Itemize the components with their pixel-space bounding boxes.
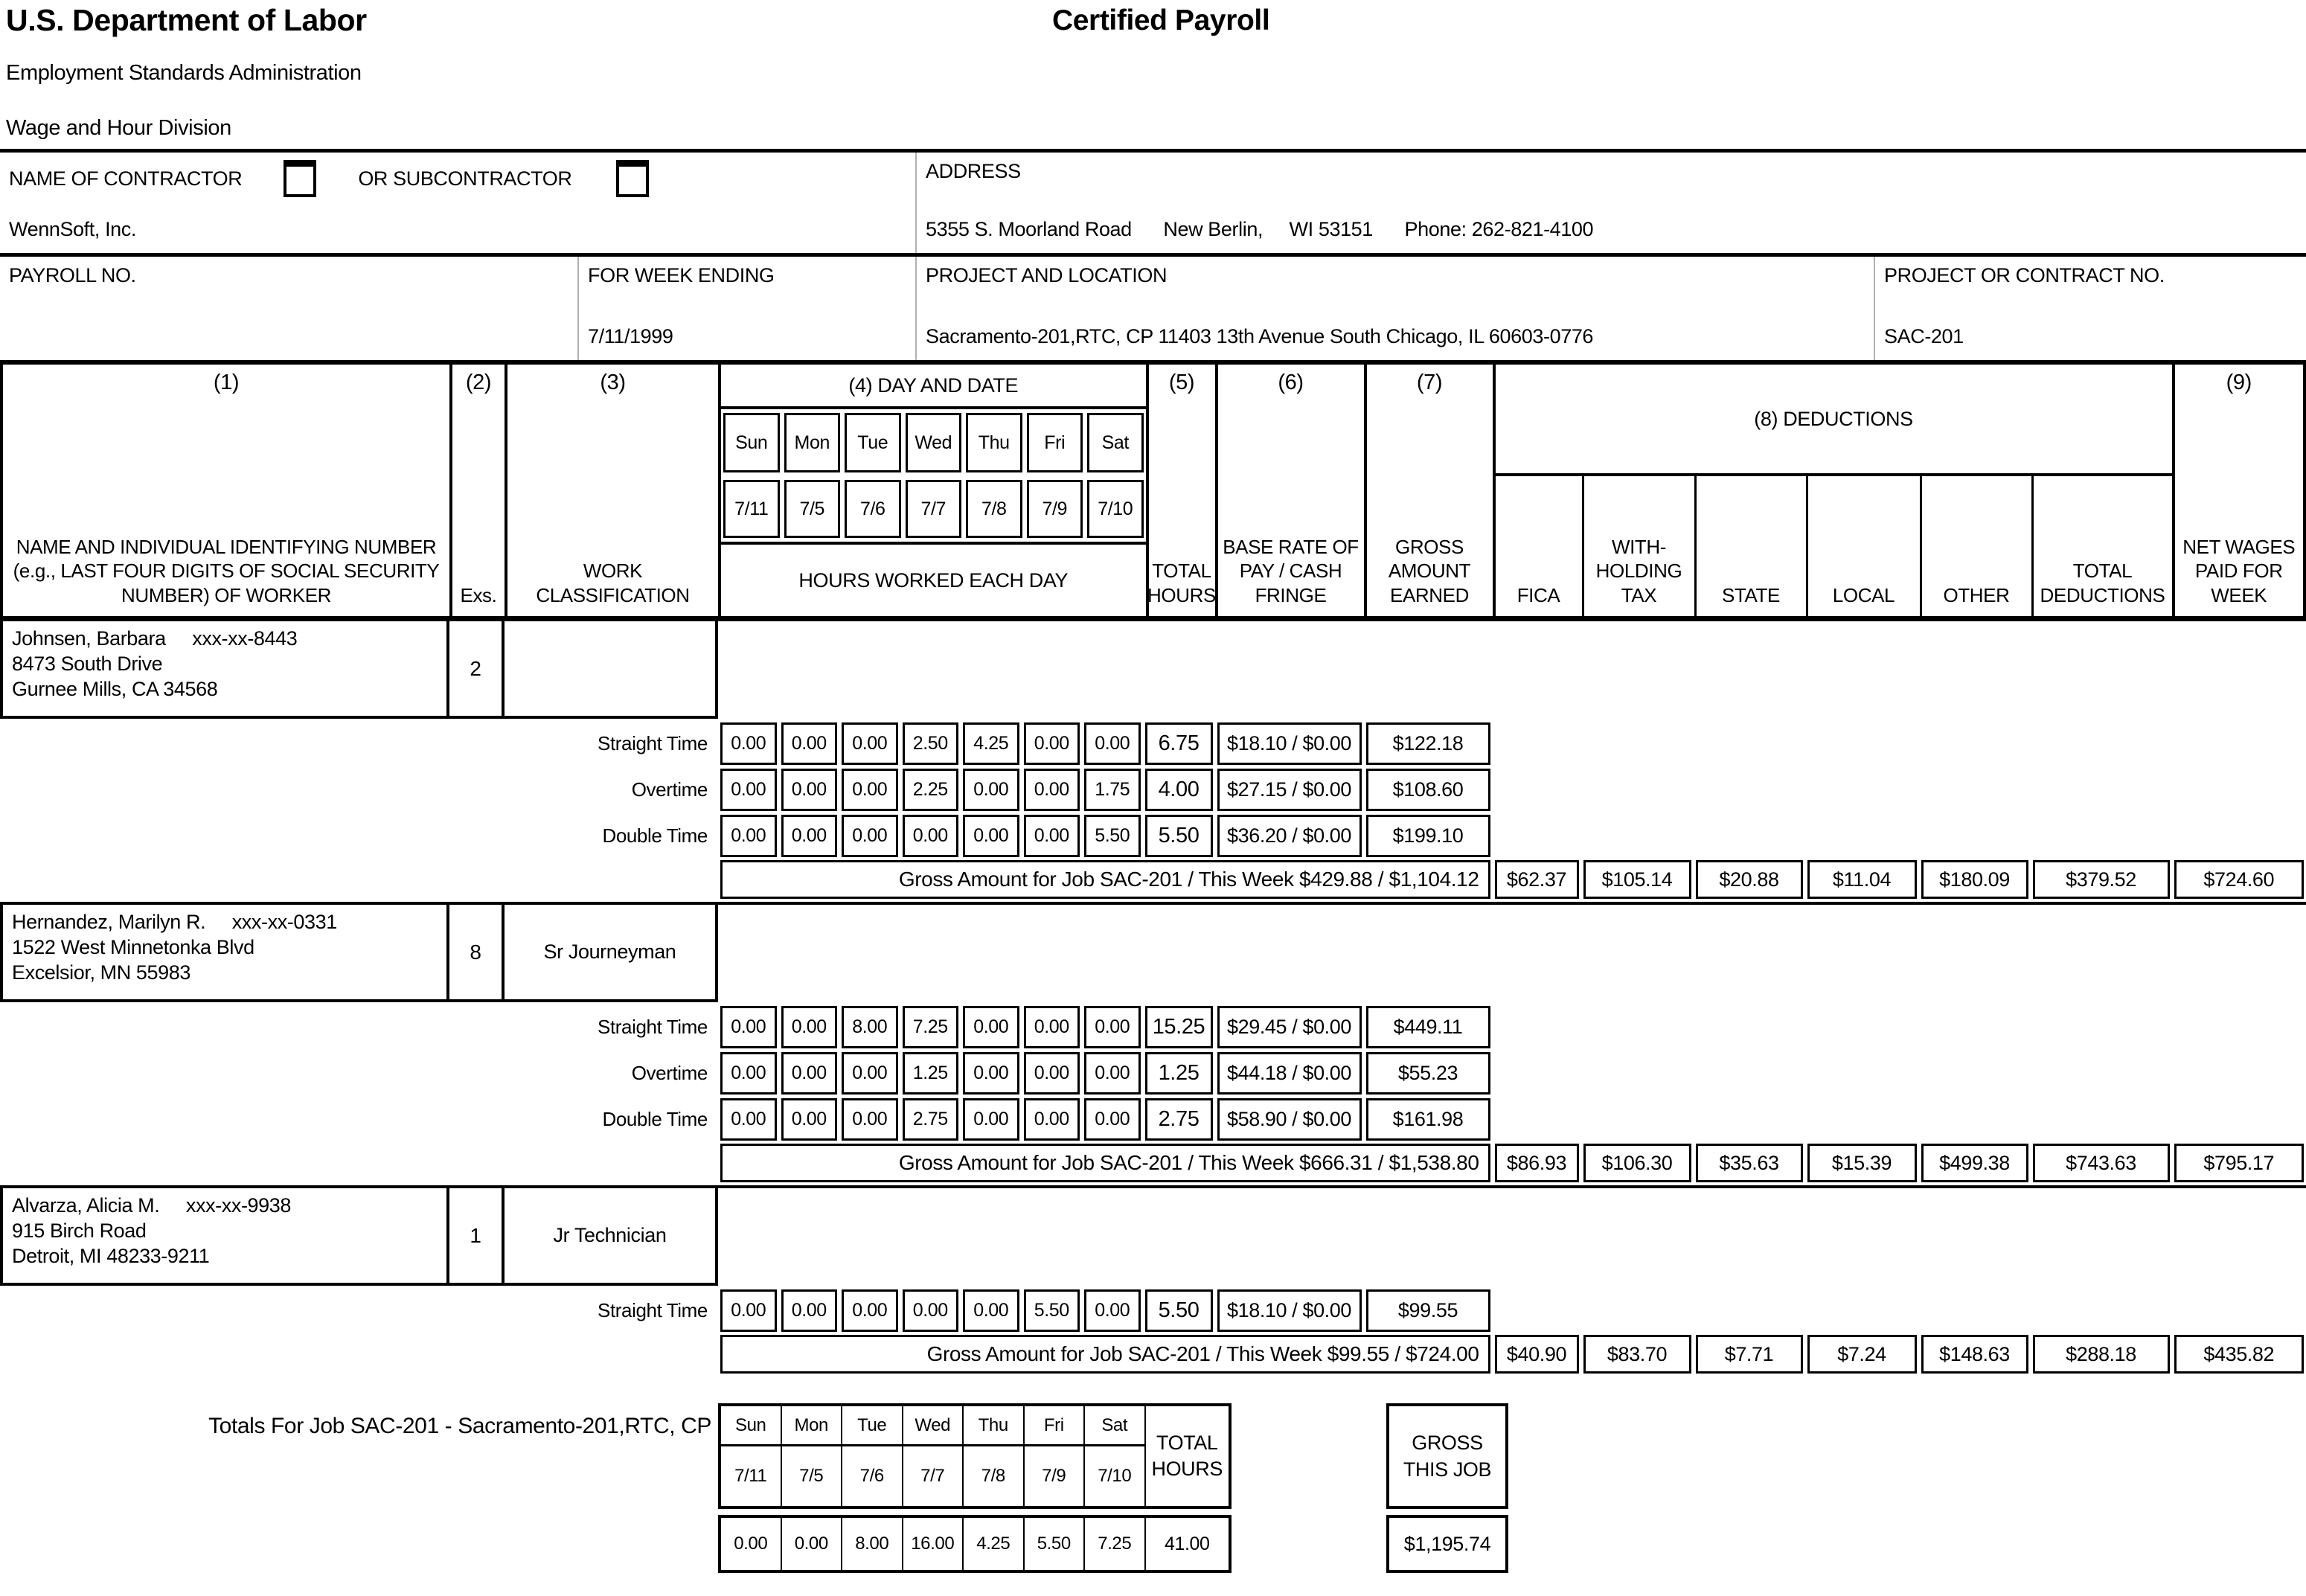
- worker-address-line1: 915 Birch Road: [12, 1220, 147, 1242]
- totals-day-wed: Wed: [903, 1406, 964, 1446]
- total-deductions-header: TOTAL DEDUCTIONS: [2034, 476, 2175, 616]
- col-exs-header: [452, 365, 507, 616]
- date-header-wed: 7/7: [906, 480, 962, 538]
- totals-day-tue: Tue: [842, 1406, 903, 1446]
- agency-title: U.S. Department of Labor: [6, 3, 367, 37]
- totals-hours-sun: 0.00: [721, 1518, 782, 1570]
- pay-type-label: Overtime: [631, 778, 708, 801]
- job-totals-values: [718, 1515, 1232, 1573]
- pay-type-label: Overtime: [631, 1062, 708, 1084]
- hours-cell-wed: 0.00: [903, 815, 959, 857]
- hours-cell-sat: 0.00: [1084, 1052, 1141, 1095]
- worker-name-address: [0, 1188, 449, 1286]
- total-deductions-cell: $743.63: [2033, 1144, 2170, 1182]
- worker-classification: [505, 621, 718, 719]
- worker-name: Alvarza, Alicia M. xxx-xx-9938: [12, 1194, 292, 1217]
- gross-earned-cell: $99.55: [1366, 1289, 1490, 1332]
- gross-summary-cell: Gross Amount for Job SAC-201 / This Week $99.55 / $724.00: [720, 1335, 1490, 1374]
- hours-cell-sat: 0.00: [1084, 1098, 1141, 1141]
- hours-cell-mon: 0.00: [781, 722, 838, 765]
- state-cell: $7.71: [1696, 1335, 1803, 1374]
- base-rate-cell: $18.10 / $0.00: [1217, 722, 1362, 765]
- local-header: LOCAL: [1808, 476, 1922, 616]
- totals-hours-fri: 5.50: [1025, 1518, 1086, 1570]
- hours-cell-thu: 0.00: [963, 769, 1019, 811]
- local-cell: $15.39: [1807, 1144, 1917, 1182]
- day-header-fri: Fri: [1027, 413, 1083, 472]
- contract-no-value: SAC-201: [1884, 325, 1964, 347]
- contractor-checkbox[interactable]: [284, 160, 316, 197]
- agency-subtitle-1: Employment Standards Administration: [6, 61, 362, 85]
- base-rate-cell: $18.10 / $0.00: [1217, 1289, 1362, 1332]
- hours-cell-tue: 0.00: [842, 769, 898, 811]
- totals-day-fri: Fri: [1025, 1406, 1086, 1446]
- fica-header: FICA: [1496, 476, 1584, 616]
- date-header-fri: 7/9: [1027, 480, 1083, 538]
- hours-cell-tue: 0.00: [842, 815, 898, 857]
- hours-cell-fri: 0.00: [1024, 1006, 1080, 1048]
- total-hours-cell: 5.50: [1145, 815, 1213, 857]
- gross-earned-cell: $161.98: [1366, 1098, 1490, 1141]
- net-wages-cell: $724.60: [2174, 860, 2305, 899]
- withholding-cell: $83.70: [1583, 1335, 1691, 1374]
- gross-earned-cell: $449.11: [1366, 1006, 1490, 1048]
- contractor-label-row: [9, 160, 906, 197]
- gross-summary-row: [0, 1144, 2306, 1182]
- payroll-no-cell: [0, 257, 579, 360]
- total-hours-cell: 4.00: [1145, 769, 1213, 811]
- date-header-sat: 7/10: [1087, 480, 1144, 538]
- total-hours-cell: 5.50: [1145, 1289, 1213, 1332]
- totals-date-tue: 7/6: [842, 1446, 903, 1506]
- pay-type-label: Straight Time: [598, 1016, 708, 1038]
- col1-label: NAME AND INDIVIDUAL IDENTIFYING NUMBER (e.g., LAST FOUR DIGITS OF SOCIAL SECURITY NUMBER) OF WORKER: [13, 535, 440, 606]
- worker-address-line2: Gurnee Mills, CA 34568: [12, 678, 218, 700]
- base-rate-cell: $58.90 / $0.00: [1217, 1098, 1362, 1141]
- col6-number: (6): [1278, 371, 1304, 394]
- job-totals-section: [0, 1403, 2306, 1582]
- col5-label: TOTAL HOURS: [1147, 560, 1216, 606]
- other-cell: $499.38: [1921, 1144, 2028, 1182]
- hours-cell-mon: 0.00: [781, 815, 838, 857]
- hours-cell-tue: 0.00: [842, 1289, 898, 1332]
- deductions-header: (8) DEDUCTIONS: [1496, 365, 2175, 476]
- week-ending-value: 7/11/1999: [588, 325, 673, 347]
- payroll-project-row: [0, 257, 2306, 360]
- gross-this-job: [1386, 1403, 1508, 1573]
- contractor-address-row: [0, 153, 2306, 257]
- hours-cell-mon: 0.00: [781, 769, 838, 811]
- col3-label: WORK CLASSIFICATION: [536, 560, 690, 606]
- hours-cell-tue: 8.00: [842, 1006, 898, 1048]
- fica-cell: $62.37: [1495, 860, 1579, 899]
- gross-summary-row: [0, 860, 2306, 899]
- other-header: OTHER: [1922, 476, 2034, 616]
- hours-cell-sat: 0.00: [1084, 1006, 1141, 1048]
- col1-number: (1): [213, 371, 240, 394]
- pay-row-double-time: [0, 815, 2306, 857]
- hours-cell-sun: 0.00: [720, 1289, 777, 1332]
- contract-no-cell: [1875, 257, 2306, 360]
- worker-info-row: [0, 1185, 2306, 1286]
- col-gross-header: [1367, 365, 1496, 616]
- totals-date-sat: 7/10: [1085, 1446, 1146, 1506]
- date-header-thu: 7/8: [966, 480, 1022, 538]
- totals-hours-tue: 8.00: [842, 1518, 903, 1570]
- worker-address-line1: 8473 South Drive: [12, 653, 163, 675]
- base-rate-cell: $29.45 / $0.00: [1217, 1006, 1362, 1048]
- totals-date-wed: 7/7: [903, 1446, 964, 1506]
- total-deductions-cell: $288.18: [2033, 1335, 2170, 1374]
- local-cell: $11.04: [1807, 860, 1917, 899]
- pay-row-overtime: [0, 769, 2306, 811]
- week-ending-label: FOR WEEK ENDING: [588, 264, 775, 286]
- withholding-header: WITH-HOLDING TAX: [1584, 476, 1697, 616]
- day-header-thu: Thu: [966, 413, 1022, 472]
- withholding-cell: $105.14: [1583, 860, 1691, 899]
- totals-day-mon: Mon: [782, 1406, 843, 1446]
- pay-row-straight-time: [0, 1289, 2306, 1332]
- day-header-mon: Mon: [784, 413, 841, 472]
- date-header-mon: 7/5: [784, 480, 841, 538]
- col-net-wages-header: [2175, 365, 2304, 616]
- col2-number: (2): [465, 371, 492, 394]
- totals-total-hours-header: TOTAL HOURS: [1151, 1431, 1223, 1480]
- day-header-tue: Tue: [845, 413, 901, 472]
- col7-number: (7): [1416, 371, 1443, 394]
- payroll-table-header: [0, 360, 2306, 618]
- hours-cell-sat: 0.00: [1084, 1289, 1141, 1332]
- hours-cell-wed: 0.00: [903, 1289, 959, 1332]
- base-rate-cell: $44.18 / $0.00: [1217, 1052, 1362, 1095]
- hours-cell-tue: 0.00: [842, 1098, 898, 1141]
- other-cell: $180.09: [1921, 860, 2028, 899]
- date-header-sun: 7/11: [723, 480, 780, 538]
- col5-number: (5): [1168, 371, 1195, 394]
- worker-classification: Jr Technician: [505, 1188, 718, 1286]
- hours-cell-sun: 0.00: [720, 722, 777, 765]
- hours-cell-sat: 5.50: [1084, 815, 1141, 857]
- hours-cell-fri: 0.00: [1024, 815, 1080, 857]
- other-cell: $148.63: [1921, 1335, 2028, 1374]
- col-total-hours-header: [1146, 365, 1218, 616]
- worker-exemptions: 8: [449, 905, 505, 1002]
- day-header-sun: Sun: [723, 413, 780, 472]
- totals-date-sun: 7/11: [721, 1446, 782, 1506]
- total-hours-cell: 1.25: [1145, 1052, 1213, 1095]
- hours-cell-sat: 0.00: [1084, 722, 1141, 765]
- col-base-rate-header: [1218, 365, 1367, 616]
- pay-type-label: Straight Time: [598, 1299, 708, 1321]
- hours-cell-thu: 0.00: [963, 1098, 1019, 1141]
- contractor-name-value: WennSoft, Inc.: [9, 218, 136, 240]
- form-header: [0, 149, 2306, 360]
- date-header-tue: 7/6: [845, 480, 901, 538]
- worker-info-row: [0, 618, 2306, 719]
- hours-cell-mon: 0.00: [781, 1006, 838, 1048]
- totals-day-thu: Thu: [964, 1406, 1025, 1446]
- worker-classification: Sr Journeyman: [505, 905, 718, 1002]
- document-title: Certified Payroll: [1052, 4, 1270, 36]
- totals-hours-mon: 0.00: [782, 1518, 843, 1570]
- hours-cell-wed: 7.25: [903, 1006, 959, 1048]
- hours-cell-fri: 5.50: [1024, 1289, 1080, 1332]
- totals-hours-wed: 16.00: [903, 1518, 964, 1570]
- gross-this-job-label: GROSS THIS JOB: [1386, 1403, 1508, 1509]
- totals-date-thu: 7/8: [964, 1446, 1025, 1506]
- project-location-cell: [917, 257, 1875, 360]
- gross-this-job-value: $1,195.74: [1386, 1515, 1508, 1573]
- net-wages-cell: $435.82: [2174, 1335, 2305, 1374]
- hours-cell-fri: 0.00: [1024, 1098, 1080, 1141]
- hours-cell-thu: 0.00: [963, 1052, 1019, 1095]
- day-header-sat: Sat: [1087, 413, 1144, 472]
- subcontractor-label: OR SUBCONTRACTOR: [358, 167, 572, 190]
- hours-cell-mon: 0.00: [781, 1098, 838, 1141]
- totals-hours-thu: 4.25: [964, 1518, 1025, 1570]
- col2-label: Exs.: [460, 583, 497, 606]
- pay-row-double-time: [0, 1098, 2306, 1141]
- week-ending-cell: [579, 257, 917, 360]
- totals-day-sat: Sat: [1085, 1406, 1146, 1446]
- col3-number: (3): [600, 371, 626, 394]
- totals-hours-sat: 7.25: [1085, 1518, 1146, 1570]
- col-classification-header: [507, 365, 721, 616]
- withholding-cell: $106.30: [1583, 1144, 1691, 1182]
- totals-day-sun: Sun: [721, 1406, 782, 1446]
- hours-cell-sun: 0.00: [720, 1052, 777, 1095]
- hours-cell-wed: 2.75: [903, 1098, 959, 1141]
- payroll-no-label: PAYROLL NO.: [9, 264, 136, 286]
- totals-date-fri: 7/9: [1025, 1446, 1086, 1506]
- hours-cell-thu: 0.00: [963, 1006, 1019, 1048]
- gross-summary-cell: Gross Amount for Job SAC-201 / This Week $666.31 / $1,538.80: [720, 1144, 1490, 1182]
- hours-cell-fri: 0.00: [1024, 1052, 1080, 1095]
- local-cell: $7.24: [1807, 1335, 1917, 1374]
- hours-cell-sun: 0.00: [720, 769, 777, 811]
- hours-cell-wed: 1.25: [903, 1052, 959, 1095]
- col9-label: NET WAGES PAID FOR WEEK: [2182, 535, 2296, 606]
- hours-cell-sun: 0.00: [720, 1098, 777, 1141]
- col-name-header: [3, 365, 452, 616]
- col6-label: BASE RATE OF PAY / CASH FRINGE: [1223, 535, 1359, 606]
- worker-address-line2: Excelsior, MN 55983: [12, 961, 191, 984]
- gross-earned-cell: $55.23: [1366, 1052, 1490, 1095]
- net-wages-cell: $795.17: [2174, 1144, 2305, 1182]
- contractor-label: NAME OF CONTRACTOR: [9, 167, 243, 190]
- state-header: STATE: [1697, 476, 1808, 616]
- hours-cell-thu: 4.25: [963, 722, 1019, 765]
- project-location-label: PROJECT AND LOCATION: [926, 264, 1168, 286]
- worker-exemptions: 1: [449, 1188, 505, 1286]
- pay-row-straight-time: [0, 722, 2306, 765]
- fica-cell: $86.93: [1495, 1144, 1579, 1182]
- masthead: [0, 0, 2306, 149]
- hours-cell-wed: 2.50: [903, 722, 959, 765]
- col9-number: (9): [2226, 371, 2252, 394]
- address-cell: [917, 153, 2306, 253]
- base-rate-cell: $27.15 / $0.00: [1217, 769, 1362, 811]
- job-totals-label: Totals For Job SAC-201 - Sacramento-201,RTC, CP: [208, 1414, 711, 1438]
- hours-cell-mon: 0.00: [781, 1052, 838, 1095]
- worker-address-line1: 1522 West Minnetonka Blvd: [12, 936, 254, 958]
- gross-earned-cell: $199.10: [1366, 815, 1490, 857]
- fica-cell: $40.90: [1495, 1335, 1579, 1374]
- hours-cell-wed: 2.25: [903, 769, 959, 811]
- totals-total-hours-value: 41.00: [1164, 1533, 1210, 1554]
- hours-cell-thu: 0.00: [963, 815, 1019, 857]
- worker-exemptions: 2: [449, 621, 505, 719]
- state-cell: $35.63: [1696, 1144, 1803, 1182]
- hours-cell-sat: 1.75: [1084, 769, 1141, 811]
- hours-cell-sun: 0.00: [720, 815, 777, 857]
- total-deductions-cell: $379.52: [2033, 860, 2170, 899]
- day-and-date-header: (4) DAY AND DATE: [721, 365, 1146, 409]
- worker-info-row: [0, 902, 2306, 1002]
- job-totals-day-table: [718, 1403, 1232, 1509]
- worker-name: Hernandez, Marilyn R. xxx-xx-0331: [12, 911, 337, 933]
- worker-name: Johnsen, Barbara xxx-xx-8443: [12, 627, 298, 650]
- base-rate-cell: $36.20 / $0.00: [1217, 815, 1362, 857]
- gross-summary-row: [0, 1335, 2306, 1374]
- totals-date-mon: 7/5: [782, 1446, 843, 1506]
- hours-cell-tue: 0.00: [842, 1052, 898, 1095]
- pay-type-label: Double Time: [602, 1108, 708, 1130]
- gross-earned-cell: $122.18: [1366, 722, 1490, 765]
- worker-name-address: [0, 905, 449, 1002]
- col7-label: GROSS AMOUNT EARNED: [1388, 535, 1471, 606]
- hours-cell-sun: 0.00: [720, 1006, 777, 1048]
- contract-no-label: PROJECT OR CONTRACT NO.: [1884, 264, 2165, 286]
- state-cell: $20.88: [1696, 860, 1803, 899]
- hours-cell-thu: 0.00: [963, 1289, 1019, 1332]
- hours-cell-fri: 0.00: [1024, 722, 1080, 765]
- subcontractor-checkbox[interactable]: [616, 160, 649, 197]
- day-header-wed: Wed: [906, 413, 962, 472]
- total-hours-cell: 6.75: [1145, 722, 1213, 765]
- address-value: 5355 S. Moorland Road New Berlin, WI 53151 Phone: 262-821-4100: [926, 218, 1594, 240]
- project-location-value: Sacramento-201,RTC, CP 11403 13th Avenue South Chicago, IL 60603-0776: [926, 325, 1594, 347]
- pay-row-overtime: [0, 1052, 2306, 1095]
- hours-cell-tue: 0.00: [842, 722, 898, 765]
- gross-earned-cell: $108.60: [1366, 769, 1490, 811]
- pay-type-label: Double Time: [602, 824, 708, 847]
- gross-summary-cell: Gross Amount for Job SAC-201 / This Week $429.88 / $1,104.12: [720, 860, 1490, 899]
- pay-row-straight-time: [0, 1006, 2306, 1048]
- address-label: ADDRESS: [926, 160, 1021, 182]
- worker-name-address: [0, 621, 449, 719]
- worker-address-line2: Detroit, MI 48233-9211: [12, 1245, 210, 1267]
- hours-cell-mon: 0.00: [781, 1289, 838, 1332]
- agency-subtitle-2: Wage and Hour Division: [6, 116, 231, 140]
- contractor-cell: [0, 153, 917, 253]
- total-hours-cell: 15.25: [1145, 1006, 1213, 1048]
- pay-type-label: Straight Time: [598, 732, 708, 754]
- hours-worked-label: HOURS WORKED EACH DAY: [721, 542, 1146, 616]
- hours-cell-fri: 0.00: [1024, 769, 1080, 811]
- total-hours-cell: 2.75: [1145, 1098, 1213, 1141]
